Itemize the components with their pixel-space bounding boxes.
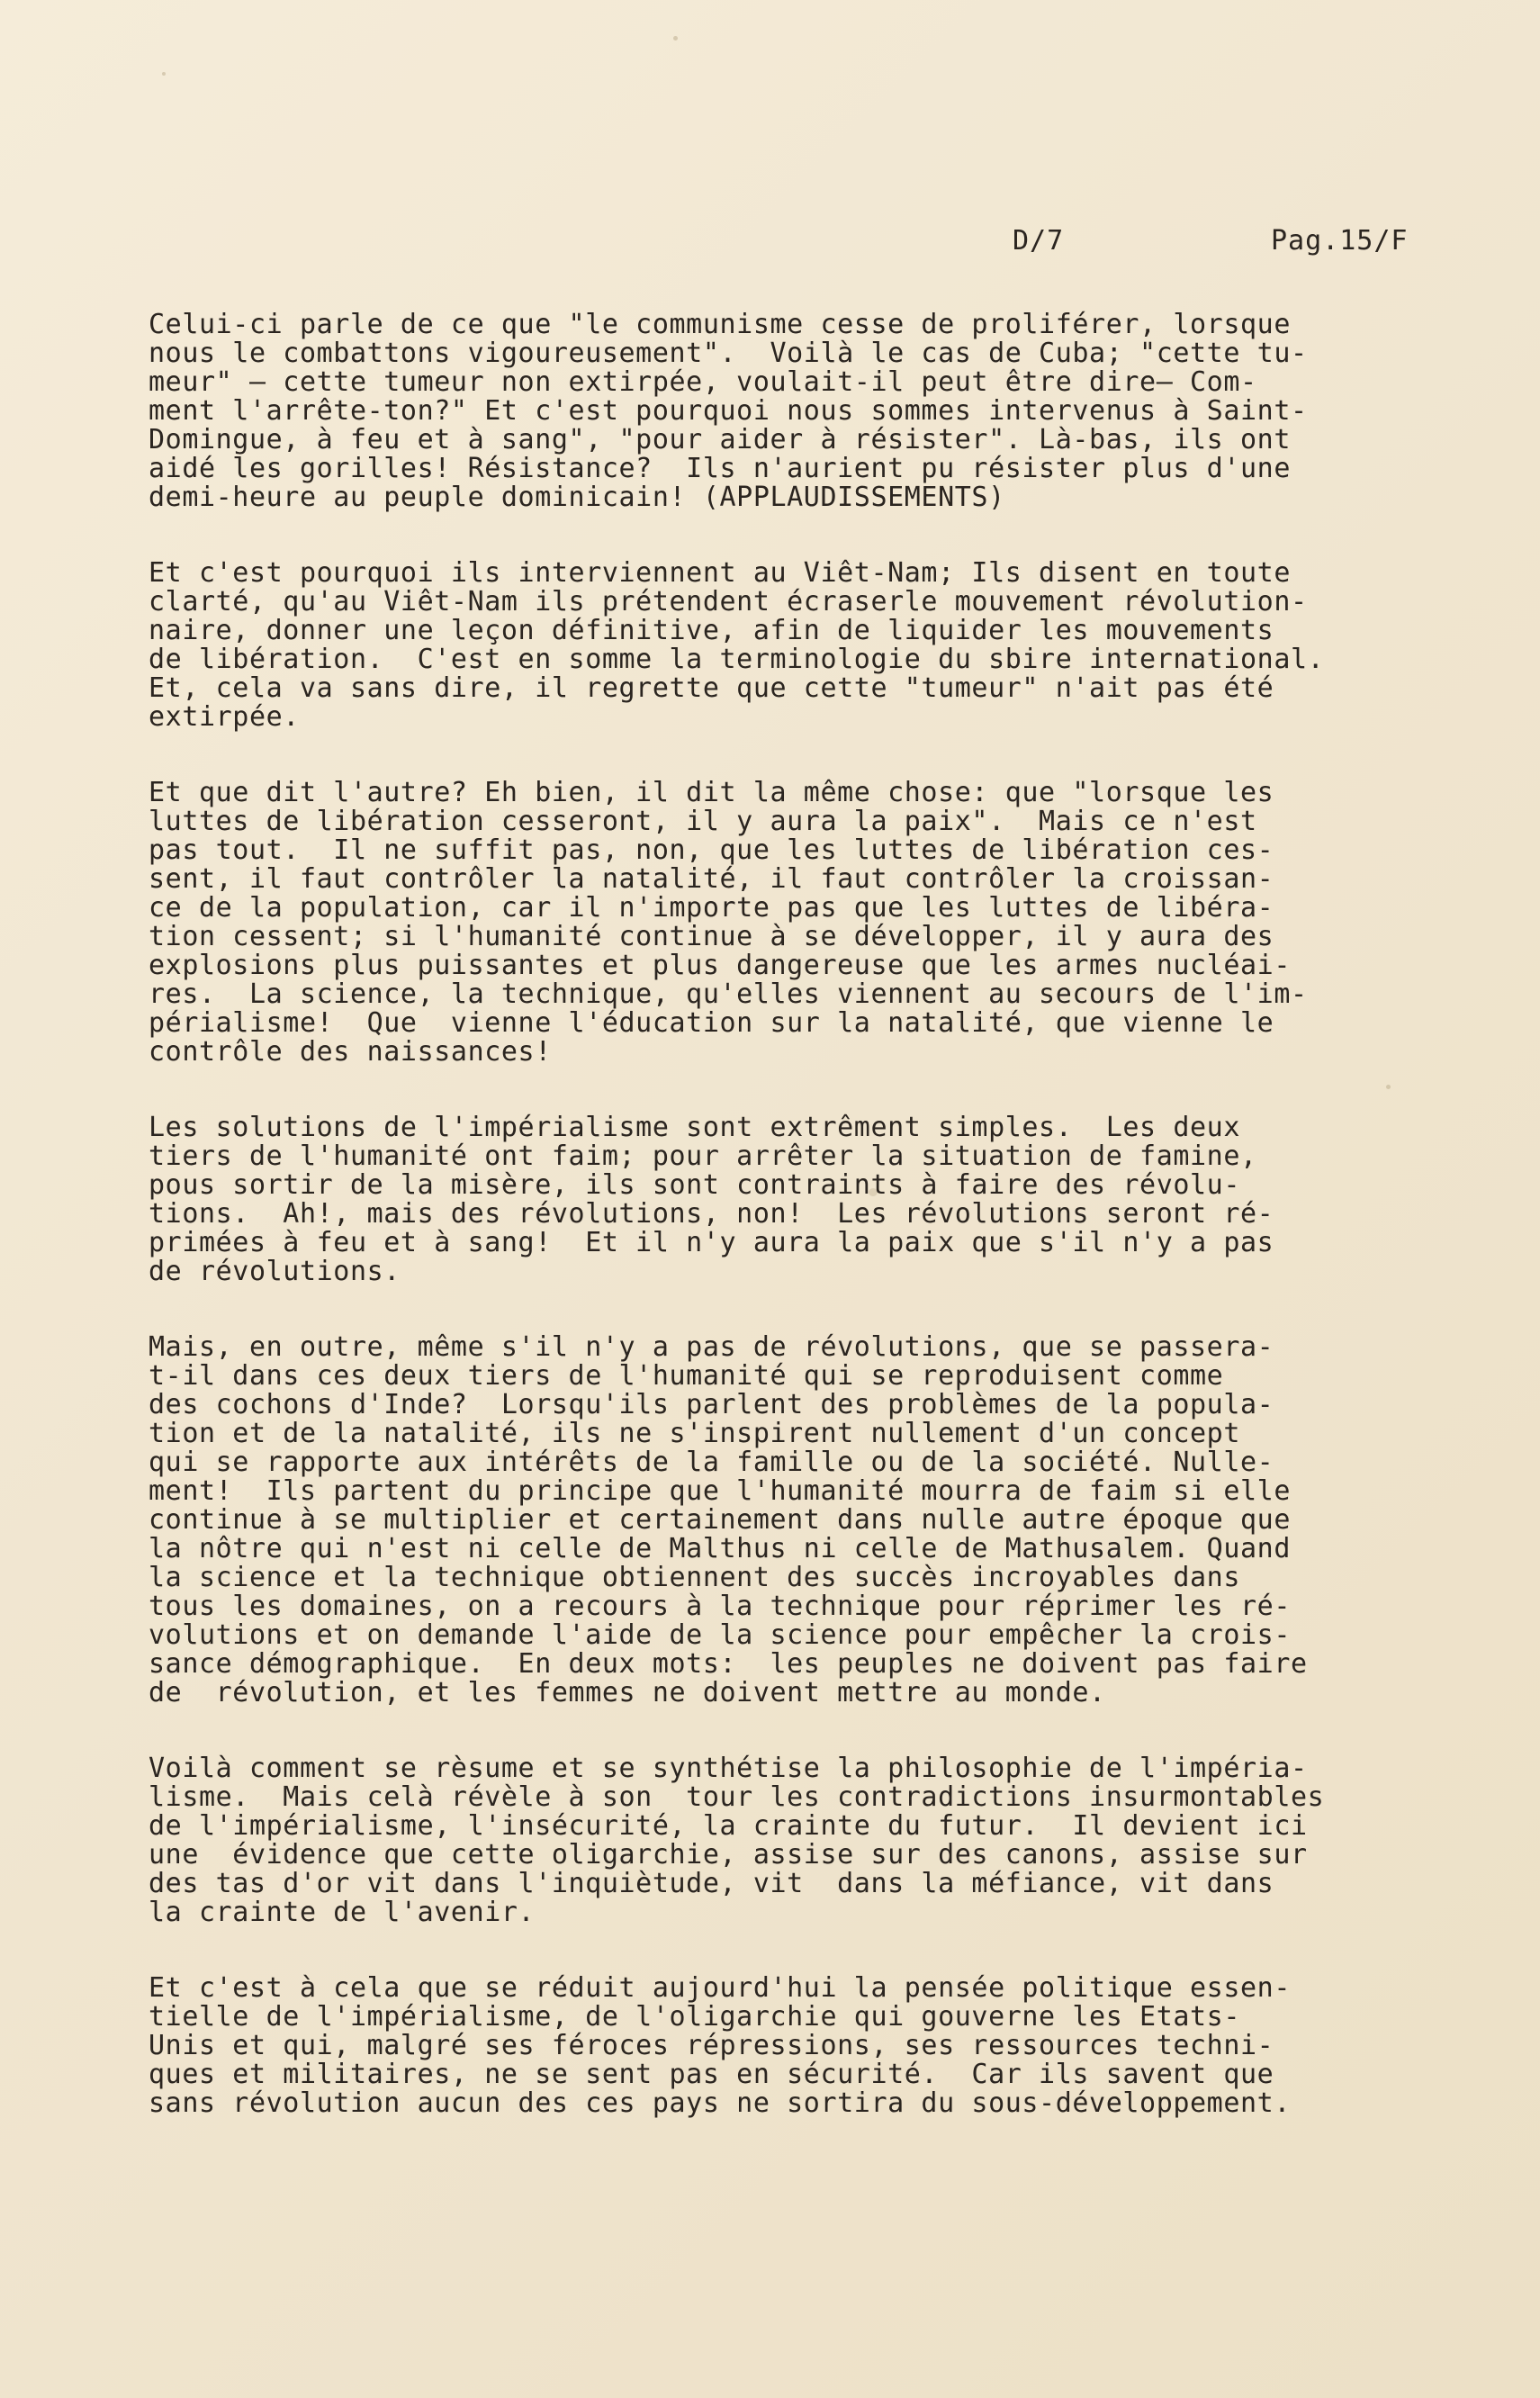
text-line: sance démographique. En deux mots: les peuples ne doivent pas faire — [149, 1648, 1308, 1680]
text-line: la science et la technique obtiennent des succès incroyables dans — [149, 1562, 1240, 1593]
text-line: Mais, en outre, même s'il n'y a pas de révolutions, que se passera- — [149, 1331, 1274, 1363]
text-line: Les solutions de l'impérialisme sont extrêment simples. Les deux — [149, 1112, 1240, 1143]
text-line: Et, cela va sans dire, il regrette que cette "tumeur" n'ait pas été — [149, 672, 1274, 704]
text-line: une évidence que cette oligarchie, assise sur des canons, assise sur — [149, 1839, 1308, 1871]
paragraph-2 — [149, 559, 1454, 732]
text-line: explosions plus puissantes et plus dangereuse que les armes nucléai- — [149, 950, 1291, 981]
text-line: ment l'arrête-ton?" Et c'est pourquoi nous sommes intervenus à Saint- — [149, 395, 1308, 427]
text-line: demi-heure au peuple dominicain! (APPLAUDISSEMENTS) — [149, 482, 1005, 513]
text-line: Celui-ci parle de ce que "le communisme cesse de proliférer, lorsque — [149, 309, 1291, 340]
text-line: Et que dit l'autre? Eh bien, il dit la même chose: que "lorsque les — [149, 777, 1274, 808]
text-line: qui se rapporte aux intérêts de la famille ou de la société. Nulle- — [149, 1447, 1274, 1478]
text-line: la crainte de l'avenir. — [149, 1897, 536, 1928]
text-line: contrôle des naissances! — [149, 1036, 552, 1068]
text-line: la nôtre qui n'est ni celle de Malthus ni celle de Mathusalem. Quand — [149, 1533, 1291, 1564]
text-line: sans révolution aucun des ces pays ne sortira du sous-développement. — [149, 2087, 1291, 2119]
text-line: ce de la population, car il n'importe pas que les luttes de libéra- — [149, 892, 1274, 924]
body-text — [149, 311, 1454, 2165]
paragraph-5 — [149, 1333, 1454, 1708]
text-line: pous sortir de la misère, ils sont contraints à faire des révolu- — [149, 1169, 1240, 1201]
text-line: des tas d'or vit dans l'inquiètude, vit dans la méfiance, vit dans — [149, 1868, 1274, 1899]
text-line: t-il dans ces deux tiers de l'humanité qui se reproduisent comme — [149, 1360, 1224, 1392]
paragraph-4 — [149, 1113, 1454, 1286]
text-line: tielle de l'impérialisme, de l'oligarchie qui gouverne les Etats- — [149, 2001, 1240, 2033]
text-line: primées à feu et à sang! Et il n'y aura la paix que s'il n'y a pas — [149, 1227, 1274, 1258]
paragraph-6 — [149, 1754, 1454, 1927]
text-line: volutions et on demande l'aide de la science pour empêcher la crois- — [149, 1619, 1291, 1651]
text-line: Unis et qui, malgré ses féroces répressions, ses ressources techni- — [149, 2030, 1274, 2061]
text-line: clarté, qu'au Viêt-Nam ils prétendent écraserle mouvement révolution- — [149, 586, 1308, 618]
text-line: naire, donner une leçon définitive, afin de liquider les mouvements — [149, 615, 1274, 646]
paragraph-7 — [149, 1974, 1454, 2118]
text-line: lisme. Mais celà révèle à son tour les contradictions insurmontables — [149, 1781, 1325, 1813]
text-line: Voilà comment se rèsume et se synthétise la philosophie de l'impéria- — [149, 1753, 1308, 1784]
text-line: tiers de l'humanité ont faim; pour arrêter la situation de famine, — [149, 1140, 1257, 1172]
text-line: Domingue, à feu et à sang", "pour aider à résister". Là-bas, ils ont — [149, 424, 1291, 455]
text-line: Et c'est pourquoi ils interviennent au Viêt-Nam; Ils disent en toute — [149, 557, 1291, 589]
text-line: tous les domaines, on a recours à la technique pour réprimer les ré- — [149, 1591, 1291, 1622]
page-number: Pag.15/F — [1271, 225, 1409, 257]
text-line: des cochons d'Inde? Lorsqu'ils parlent des problèmes de la popula- — [149, 1389, 1274, 1420]
text-line: de libération. C'est en somme la terminologie du sbire international. — [149, 644, 1325, 675]
paper-speck — [673, 36, 678, 41]
text-line: res. La science, la technique, qu'elles viennent au secours de l'im- — [149, 978, 1308, 1010]
paper-speck — [162, 72, 166, 76]
text-line: de révolutions. — [149, 1256, 401, 1287]
text-line: extirpée. — [149, 701, 300, 733]
text-line: ques et militaires, ne se sent pas en sécurité. Car ils savent que — [149, 2059, 1274, 2090]
text-line: meur" — cette tumeur non extirpée, voulait-il peut être dire— Com- — [149, 366, 1257, 398]
text-line: nous le combattons vigoureusement". Voilà le cas de Cuba; "cette tu- — [149, 338, 1308, 369]
text-line: périalisme! Que vienne l'éducation sur la natalité, que vienne le — [149, 1007, 1274, 1039]
text-line: aidé les gorilles! Résistance? Ils n'aurient pu résister plus d'une — [149, 453, 1291, 484]
text-line: de l'impérialisme, l'insécurité, la crainte du futur. Il devient ici — [149, 1810, 1308, 1842]
text-line: ment! Ils partent du principe que l'humanité mourra de faim si elle — [149, 1475, 1291, 1507]
text-line: sent, il faut contrôler la natalité, il faut contrôler la croissan- — [149, 863, 1274, 895]
text-line: continue à se multiplier et certainement dans nulle autre époque que — [149, 1504, 1291, 1536]
text-line: luttes de libération cesseront, il y aura la paix". Mais ce n'est — [149, 806, 1257, 837]
paragraph-3 — [149, 779, 1454, 1067]
text-line: tions. Ah!, mais des révolutions, non! Les révolutions seront ré- — [149, 1198, 1274, 1230]
text-line: Et c'est à cela que se réduit aujourd'hui la pensée politique essen- — [149, 1972, 1291, 2004]
paragraph-1 — [149, 311, 1454, 512]
document-reference: D/7 — [1013, 225, 1065, 257]
text-line: pas tout. Il ne suffit pas, non, que les luttes de libération ces- — [149, 834, 1274, 866]
text-line: tion cessent; si l'humanité continue à se développer, il y aura des — [149, 921, 1274, 952]
text-line: tion et de la natalité, ils ne s'inspirent nullement d'un concept — [149, 1418, 1240, 1449]
text-line: de révolution, et les femmes ne doivent mettre au monde. — [149, 1677, 1106, 1708]
